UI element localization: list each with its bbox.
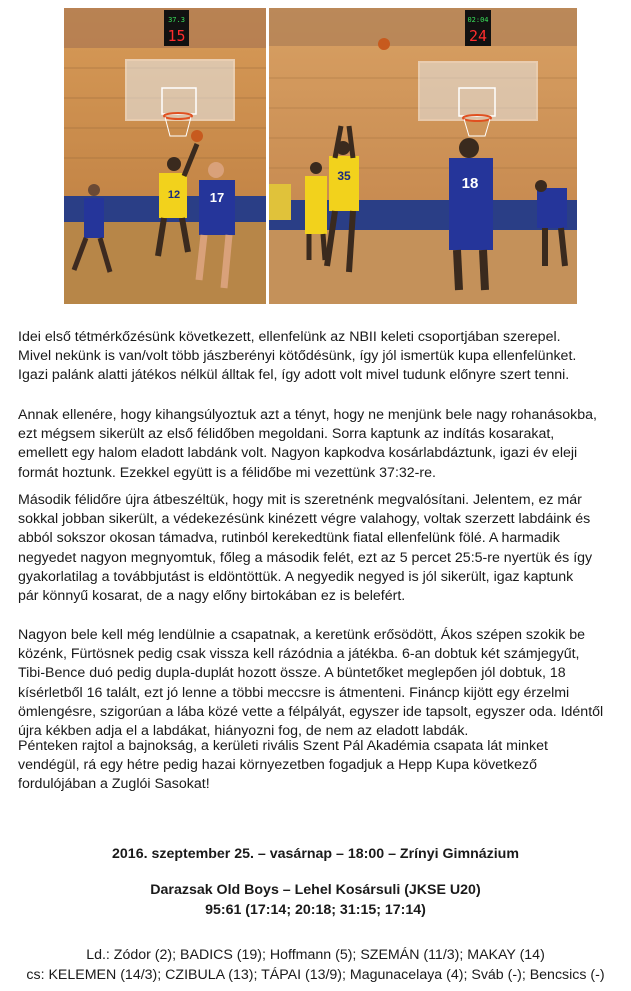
scorers — [0, 946, 631, 985]
jersey-number-35: 35 — [337, 169, 351, 183]
text-line: Mivel nekünk is van/volt több jászberényi kötődésünk, így jól ismertük kupa ellenfelünket. — [18, 348, 577, 365]
match-result — [0, 881, 631, 920]
match-teams: Darazsak Old Boys – Lehel Kosársuli (JKSE U20) — [150, 882, 481, 898]
photo-right — [269, 8, 577, 304]
text-line: Második félidőre újra átbeszéltük, hogy mit is szeretnénk megvalósítani. Jelentem, ez már — [18, 492, 582, 508]
text-line: abból sokszor okosan támadva, rutinból kerekedtünk fiatal ellenfelünk fölé. A harmadik — [18, 530, 560, 547]
text-line: vendégül, rá egy hétre pedig hazai környezetben fogadjuk a Hepp Kupa következő — [18, 757, 537, 774]
text-line: ezt mégsem sikerült az első félidőben megoldani. Sorra kaptunk az indítás kosarakat, — [18, 426, 555, 443]
text-line: gyakorlatilag a továbbjutást is eldöntöttük. A negyedik negyed is jól sikerült, igaz kaptunk — [18, 568, 574, 585]
text-line: Pénteken rajtol a bajnokság, a kerületi rivális Szent Pál Akadémia csapata lát minket — [18, 738, 548, 754]
match-event-line: 2016. szeptember 25. – vasárnap – 18:00 – Zrínyi Gimnázium — [112, 846, 519, 862]
text-line: Annak ellenére, hogy kihangsúlyoztuk azt a tényt, hogy ne menjünk bele nagy rohanásokba, — [18, 407, 597, 423]
text-line: Nagyon bele kell még lendülnie a csapatnak, a keretünk erősödött, Ákos szépen szokik be — [18, 627, 586, 643]
article-paragraph-4 — [18, 626, 618, 741]
text-line: pár könnyű kosarat, de a nagy előny birtokában ez is belefért. — [18, 588, 406, 605]
text-line: újra kékben adja el a labdákat, hiányozni fog, de nem az eladott labdák. — [18, 723, 469, 740]
jersey-number-17: 17 — [209, 190, 225, 205]
text-line: sokkal jobban sikerült, a védekezésünk kinézett végre valahogy, voltak szerzett labdáink és — [18, 511, 591, 528]
text-line: fordulójában a Zuglói Sasokat! — [18, 776, 210, 793]
article-paragraph-5 — [18, 737, 618, 795]
shot-clock: 15 — [167, 27, 186, 45]
text-line: ömlengésre, szigorúan a lába közé vette a félpályát, egyszer ide tapsolt, egyszer oda. Idéntől — [18, 703, 604, 720]
text-line: Tibi-Bence duó pedig dupla-duplát hozott össze. A büntetőket meglepően jól dobtuk, 18 — [18, 665, 566, 682]
text-line: Idei első tétmérkőzésünk következett, ellenfelünk az NBII keleti csoportjában szerepel. — [18, 329, 561, 345]
scorers-away: cs: KELEMEN (14/3); CZIBULA (13); TÁPAI (13/9); Magunacelaya (4); Sváb (-); Bencsics (-) — [26, 966, 605, 983]
text-line: közénk, Fürtösnek pedig csak vissza kell rázódnia a játékba. 6-an dobtuk két számjegyűt, — [18, 646, 580, 663]
text-line: Igazi palánk alatti játékos nélkül álltak fel, így adott volt mivel tudunk előnyre szert tenni. — [18, 367, 570, 384]
game-clock: 02:04 — [467, 16, 489, 24]
shot-clock: 24 — [468, 27, 488, 45]
article-paragraph-1 — [18, 328, 618, 386]
article-paragraph-3 — [18, 491, 618, 606]
jersey-number-12: 12 — [167, 189, 181, 201]
article-paragraph-2 — [18, 406, 618, 483]
text-line: emellett egy halom eladott labdánk volt. Nagyon kapkodva kosárlabdáztunk, igazi év eleji — [18, 445, 578, 462]
photo-left — [64, 8, 266, 304]
text-line: formát hoztunk. Ezekkel együtt is a félidőbe mi vezettünk 37:32-re. — [18, 464, 436, 481]
scorers-home: Ld.: Zódor (2); BADICS (19); Hoffmann (5); SZEMÁN (11/3); MAKAY (14) — [86, 947, 545, 963]
match-score: 95:61 (17:14; 20:18; 31:15; 17:14) — [205, 901, 426, 918]
game-clock: 37.3 — [168, 16, 185, 24]
jersey-number-18: 18 — [461, 175, 479, 192]
text-line: kísérletből 16 talált, ezt jó lenne a többi meccsre is átmenteni. Fináncp kijött egy érzelmi — [18, 684, 570, 701]
text-line: negyedet nagyon megnyomtuk, főleg a második felét, ezt az 5 percet 25:5-re nyertük és így — [18, 549, 593, 566]
